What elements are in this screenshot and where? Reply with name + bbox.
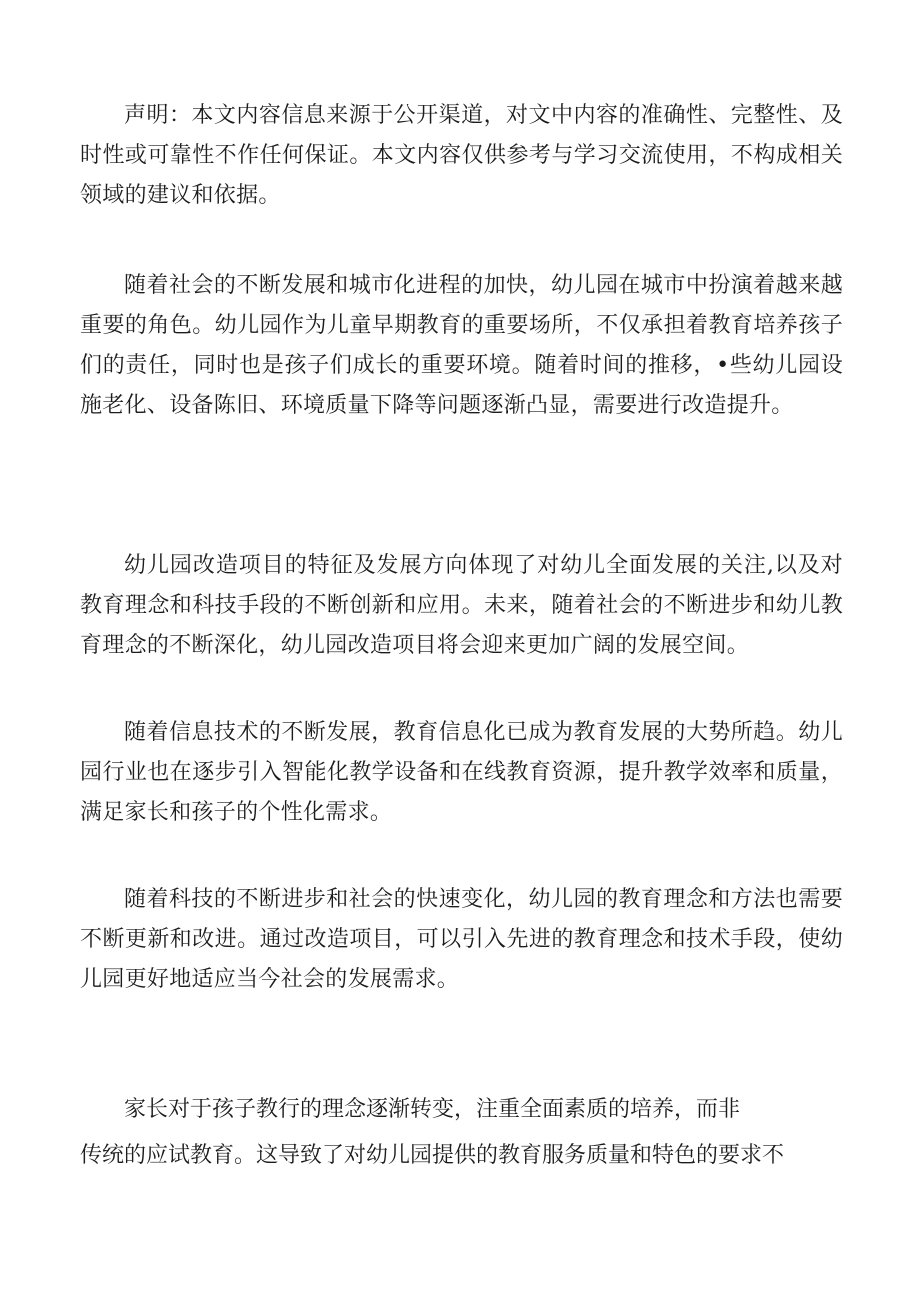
paragraph-text: 随着科技的不断进步和社会的快速变化，幼儿园的教育理念和方法也需要不断更新和改进。通过改造项目，可以引入先进的教育理念和技术手段，使幼儿园更好地适应当今社会的发展需求。 bbox=[80, 887, 843, 992]
disclaimer-paragraph bbox=[80, 96, 843, 216]
paragraph-text: 幼儿园改造项目的特征及发展方向体现了对幼儿全面发展的关注,以及对教育理念和科技手段的不断创新和应用。未来，随着社会的不断进步和幼儿教育理念的不断深化，幼儿园改造项目将会迎来更加广阔的发展空间。 bbox=[80, 553, 843, 658]
body-paragraph-2 bbox=[80, 546, 843, 666]
body-paragraph-5-line-1: 家长对于孩子教行的理念逐渐转变，注重全面素质的培养，而非 bbox=[124, 1097, 741, 1122]
body-paragraph-5-line-2: 传统的应试教育。这导致了对幼儿园提供的教育服务质量和特色的要求不 bbox=[80, 1143, 785, 1168]
body-paragraph-3 bbox=[80, 713, 843, 833]
paragraph-text: 随着社会的不断发展和城市化进程的加快，幼儿园在城市中扮演着越来越重要的角色。幼儿园作为儿童早期教育的重要场所，不仅承担着教育培养孩子们的责任，同时也是孩子们成长的重要环境。随着时间的推移，•些幼儿园设施老化、设备陈旧、环境质量下降等问题逐渐凸显，需要进行改造提升。 bbox=[80, 273, 843, 418]
body-paragraph-1 bbox=[80, 266, 843, 426]
paragraph-text: 随着信息技术的不断发展，教育信息化已成为教育发展的大势所趋。幼儿园行业也在逐步引入智能化教学设备和在线教育资源，提升教学效率和质量，满足家长和孩子的个性化需求。 bbox=[80, 720, 843, 825]
paragraph-text: 声明：本文内容信息来源于公开渠道，对文中内容的准确性、完整性、及时性或可靠性不作任何保证。本文内容仅供参考与学习交流使用，不构成相关领域的建议和依据。 bbox=[80, 103, 843, 208]
body-paragraph-4 bbox=[80, 880, 843, 1000]
